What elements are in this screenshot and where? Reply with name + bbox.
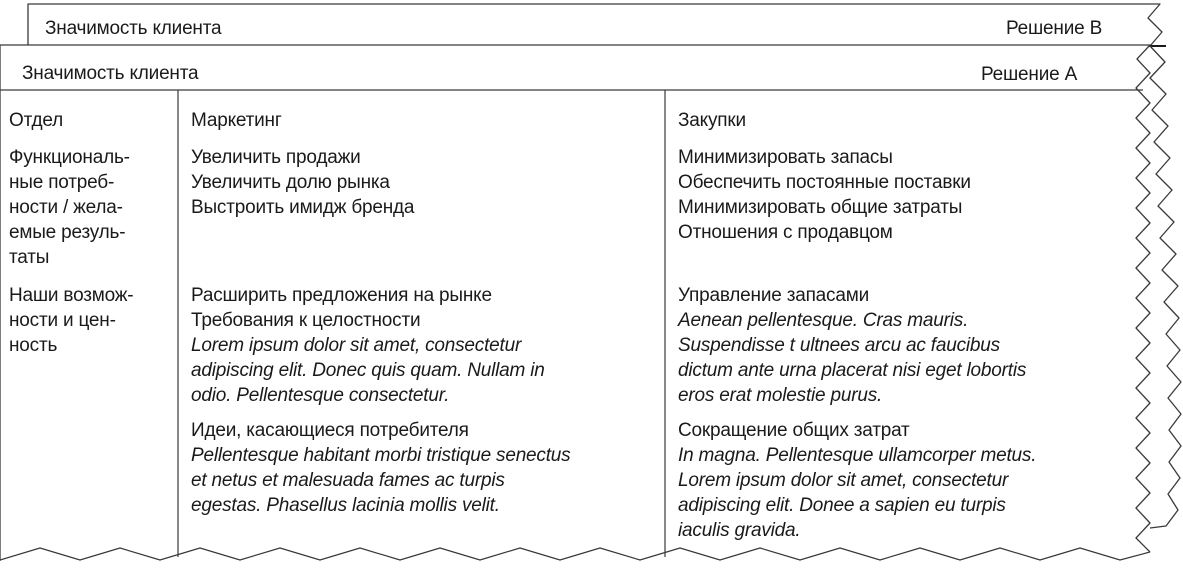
cell-line: Выстроить имидж бренда bbox=[191, 197, 415, 218]
row-label-line: ности / жела- bbox=[9, 197, 123, 218]
cell-line: odio. Pellentesque consectetur. bbox=[191, 385, 450, 406]
cell-line: Увеличить продажи bbox=[191, 147, 361, 168]
cell-capabilities-marketing bbox=[191, 283, 545, 408]
cell-line: Управление запасами bbox=[678, 285, 869, 306]
cell-line: Увеличить долю рынка bbox=[191, 172, 390, 193]
cell-ideas-purchasing bbox=[678, 418, 1036, 543]
row-header-label: Отдел bbox=[9, 110, 63, 131]
row-label-line: Функциональ- bbox=[9, 147, 130, 168]
cell-needs-purchasing bbox=[678, 145, 971, 245]
row-label-line: ные потреб- bbox=[9, 172, 115, 193]
cell-line: Pellentesque habitant morbi tristique senectus bbox=[191, 445, 571, 466]
row-label-line: Наши возмож- bbox=[9, 285, 134, 306]
cell-line: Расширить предложения на рынке bbox=[191, 285, 492, 306]
sheet-b-decision: Решение B bbox=[1006, 18, 1103, 39]
cell-line: Минимизировать запасы bbox=[678, 147, 893, 168]
cell-ideas-marketing bbox=[191, 418, 570, 518]
cell-line: Lorem ipsum dolor sit amet, consectetur bbox=[191, 335, 522, 356]
cell-line: et netus et malesuada fames ac turpis bbox=[191, 470, 505, 491]
cell-line: Требования к целостности bbox=[191, 310, 421, 331]
sheet-a-decision: Решение A bbox=[981, 64, 1078, 85]
cell-line: adipiscing elit. Donee a sapien eu turpis bbox=[678, 495, 1006, 516]
row-label-line: таты bbox=[9, 247, 50, 268]
cell-line: adipiscing elit. Donec quis quam. Nullam in bbox=[191, 360, 545, 381]
sheet-b-title: Значимость клиента bbox=[45, 18, 222, 39]
row-label-capabilities bbox=[9, 283, 133, 358]
row-label-needs bbox=[9, 145, 130, 270]
sheet-a-title: Значимость клиента bbox=[22, 63, 199, 84]
cell-line: Отношения с продавцом bbox=[678, 222, 893, 243]
cell-line: eros erat molestie purus. bbox=[678, 385, 883, 406]
cell-line: Минимизировать общие затраты bbox=[678, 197, 963, 218]
column-header-purchasing: Закупки bbox=[678, 110, 746, 131]
cell-line: iaculis gravida. bbox=[678, 520, 801, 541]
cell-line: In magna. Pellentesque ullamcorper metus. bbox=[678, 445, 1037, 466]
cell-line: Aenean pellentesque. Cras mauris. bbox=[678, 310, 969, 331]
cell-line: Suspendisse t ultnees arcu ac faucibus bbox=[678, 335, 1000, 356]
cell-needs-marketing bbox=[191, 145, 414, 220]
cell-line: Обеспечить постоянные поставки bbox=[678, 172, 971, 193]
row-label-line: ности и цен- bbox=[9, 310, 116, 331]
column-header-marketing: Маркетинг bbox=[191, 110, 282, 131]
row-label-line: ность bbox=[9, 335, 58, 356]
row-label-line: емые резуль- bbox=[9, 222, 126, 243]
sheet-b-right-edge bbox=[1150, 46, 1181, 528]
cell-line: egestas. Phasellus lacinia mollis velit. bbox=[191, 495, 500, 516]
cell-line: Идеи, касающиеся потребителя bbox=[191, 420, 469, 441]
cell-line: dictum ante urna placerat nisi eget lobortis bbox=[678, 360, 1027, 381]
cell-line: Сокращение общих затрат bbox=[678, 420, 910, 441]
cell-capabilities-purchasing bbox=[678, 283, 1026, 408]
cell-line: Lorem ipsum dolor sit amet, consectetur bbox=[678, 470, 1009, 491]
